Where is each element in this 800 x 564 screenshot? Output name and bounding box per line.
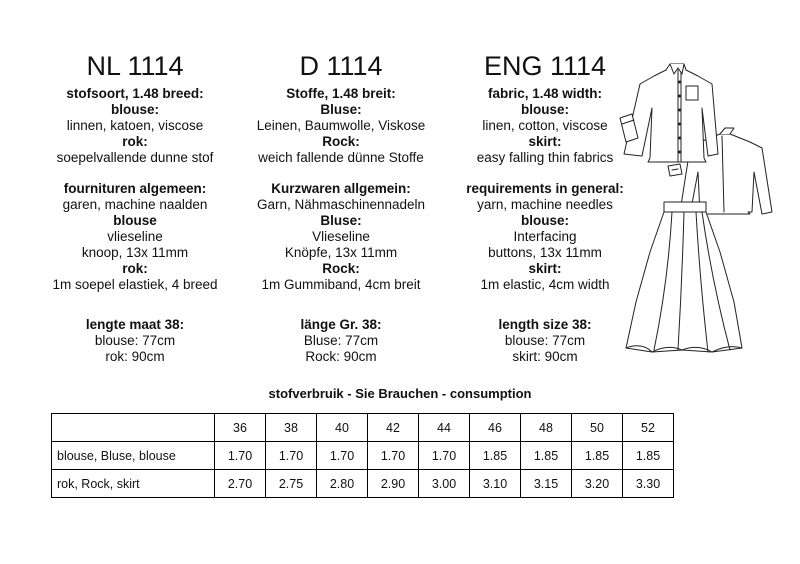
table-cell: 2.75	[266, 470, 317, 498]
row-label: rok, Rock, skirt	[52, 470, 215, 498]
consumption-title: stofverbruik - Sie Brauchen - consumption	[268, 386, 532, 401]
dutch-blouse-label: blouse:	[110, 102, 159, 117]
table-header-row	[52, 414, 674, 442]
english-skirt-label: skirt:	[528, 134, 562, 149]
table-row	[52, 470, 674, 498]
row-label: blouse, Bluse, blouse	[52, 442, 215, 470]
dutch-req-blouse-2: knoop, 13x 11mm	[81, 245, 189, 260]
german-req-blouse-1: Vlieseline	[312, 229, 370, 244]
german-req-skirt-label: Rock:	[322, 261, 360, 276]
table-cell: 2.70	[215, 470, 266, 498]
english-length-skirt: skirt: 90cm	[512, 349, 578, 364]
dutch-column	[30, 50, 240, 365]
size-header: 42	[368, 414, 419, 442]
german-column	[236, 50, 446, 365]
english-req-blouse-1: Interfacing	[513, 229, 577, 244]
dutch-req-skirt: 1m soepel elastiek, 4 breed	[52, 277, 218, 292]
table-cell: 2.80	[317, 470, 368, 498]
german-req-heading: Kurzwaren allgemein:	[271, 181, 411, 196]
english-fabric-heading: fabric, 1.48 width:	[487, 86, 603, 101]
table-cell: 3.30	[623, 470, 674, 498]
english-req-blouse-label: blouse:	[520, 213, 569, 228]
size-header: 44	[419, 414, 470, 442]
table-cell: 3.00	[419, 470, 470, 498]
english-req-general: yarn, machine needles	[477, 197, 613, 212]
table-cell: 3.20	[572, 470, 623, 498]
size-header: 40	[317, 414, 368, 442]
table-cell: 1.70	[266, 442, 317, 470]
english-req-skirt-label: skirt:	[528, 261, 562, 276]
dutch-skirt-label: rok:	[122, 134, 148, 149]
english-blouse-fabric: linen, cotton, viscose	[482, 118, 608, 133]
dutch-length-skirt: rok: 90cm	[105, 349, 165, 364]
skirt-drawing	[626, 202, 742, 352]
size-header: 38	[266, 414, 317, 442]
dutch-fabric-heading: stofsoort, 1.48 breed:	[66, 86, 204, 101]
german-skirt-fabric: weich fallende dünne Stoffe	[258, 150, 424, 165]
english-skirt-fabric: easy falling thin fabrics	[476, 150, 614, 165]
dutch-title: NL 1114	[86, 51, 184, 81]
size-header: 52	[623, 414, 674, 442]
table-cell: 3.10	[470, 470, 521, 498]
english-blouse-label: blouse:	[520, 102, 569, 117]
dutch-req-skirt-label: rok:	[122, 261, 148, 276]
table-corner-cell	[52, 414, 215, 442]
english-length-blouse: blouse: 77cm	[504, 333, 586, 348]
table-cell: 2.90	[368, 470, 419, 498]
english-title: ENG 1114	[483, 51, 607, 81]
german-length-blouse: Bluse: 77cm	[303, 333, 379, 348]
german-length-skirt: Rock: 90cm	[305, 349, 377, 364]
table-cell: 1.85	[521, 442, 572, 470]
table-cell: 1.70	[317, 442, 368, 470]
table-cell: 1.70	[419, 442, 470, 470]
consumption-table	[51, 413, 674, 498]
table-cell: 1.85	[572, 442, 623, 470]
dutch-req-blouse-label: blouse	[113, 213, 157, 228]
size-header: 36	[215, 414, 266, 442]
english-length-heading: length size 38:	[498, 317, 592, 332]
german-req-skirt: 1m Gummiband, 4cm breit	[261, 277, 421, 292]
size-header: 50	[572, 414, 623, 442]
garment-illustration	[612, 62, 792, 362]
table-cell: 1.70	[215, 442, 266, 470]
size-header: 46	[470, 414, 521, 442]
dutch-blouse-fabric: linnen, katoen, viscose	[66, 118, 204, 133]
english-req-heading: requirements in general:	[466, 181, 624, 196]
german-blouse-fabric: Leinen, Baumwolle, Viskose	[256, 118, 426, 133]
dutch-length-blouse: blouse: 77cm	[94, 333, 176, 348]
german-skirt-label: Rock:	[322, 134, 360, 149]
table-cell: 1.85	[470, 442, 521, 470]
dutch-req-general: garen, machine naalden	[62, 197, 208, 212]
size-header: 48	[521, 414, 572, 442]
table-cell: 3.15	[521, 470, 572, 498]
dutch-req-blouse-1: vlieseline	[107, 229, 163, 244]
german-blouse-label: Bluse:	[320, 102, 362, 117]
german-req-blouse-2: Knöpfe, 13x 11mm	[284, 245, 398, 260]
german-length-heading: länge Gr. 38:	[300, 317, 382, 332]
table-cell: 1.70	[368, 442, 419, 470]
blouse-front-drawing	[620, 64, 718, 162]
dutch-skirt-fabric: soepelvallende dunne stof	[56, 150, 214, 165]
english-req-skirt: 1m elastic, 4cm width	[480, 277, 610, 292]
german-req-blouse-label: Bluse:	[320, 213, 362, 228]
dutch-length-heading: lengte maat 38:	[85, 317, 185, 332]
table-row	[52, 442, 674, 470]
english-req-blouse-2: buttons, 13x 11mm	[488, 245, 602, 260]
german-title: D 1114	[299, 51, 383, 81]
dutch-req-heading: fournituren algemeen:	[63, 181, 207, 196]
german-req-general: Garn, Nähmaschinennadeln	[256, 197, 426, 212]
german-fabric-heading: Stoffe, 1.48 breit:	[286, 86, 396, 101]
table-cell: 1.85	[623, 442, 674, 470]
